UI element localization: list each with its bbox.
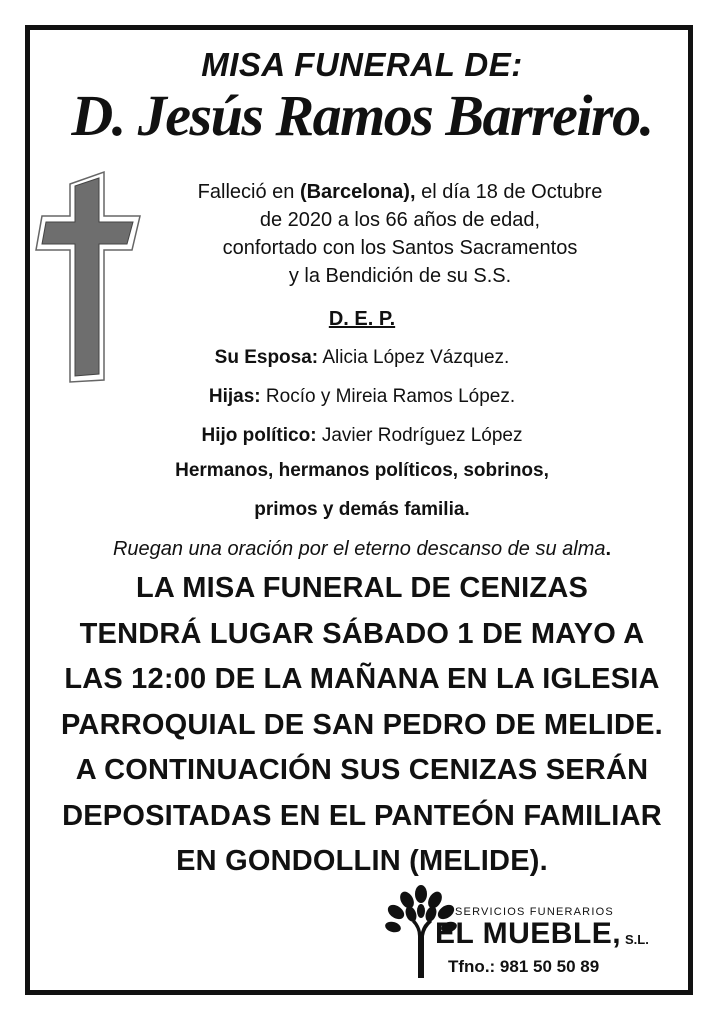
mass-announcement <box>30 566 694 885</box>
death-details <box>140 178 660 290</box>
prayer-line <box>30 538 694 561</box>
death-line-3: confortado con los Santos Sacramentos <box>222 237 578 259</box>
death-place: (Barcelona), <box>299 181 416 203</box>
logo-tagline: SERVICIOS FUNERARIOS <box>455 906 614 918</box>
dep-label: D. E. P. <box>328 308 396 330</box>
relatives-line-1: Hermanos, hermanos políticos, sobrinos, <box>175 460 549 481</box>
spouse-value: Alicia López Vázquez. <box>318 347 510 368</box>
death-line-1 <box>140 178 660 206</box>
death-line-1-pre: Falleció en <box>197 181 300 203</box>
deceased-name: D. Jesús Ramos Barreiro. <box>71 83 653 148</box>
son-in-law-value: Javier Rodríguez López <box>316 425 523 446</box>
death-line-4: y la Bendición de su S.S. <box>288 265 512 287</box>
prayer-text: Ruegan una oración por el eterno descanso de su alma <box>112 538 606 560</box>
announcement-line: LA MISA FUNERAL DE CENIZAS <box>135 572 589 604</box>
prayer-end: . <box>605 538 612 560</box>
announcement-line: TENDRÁ LUGAR SÁBADO 1 DE MAYO A <box>79 617 645 650</box>
announcement-line: LAS 12:00 DE LA MAÑANA EN LA IGLESIA <box>64 663 660 695</box>
death-line-1-post: el día 18 de Octubre <box>415 181 603 203</box>
notice-heading: MISA FUNERAL DE: <box>201 46 523 83</box>
son-in-law-label: Hijo político: <box>201 425 317 446</box>
children-label: Hijas: <box>208 386 261 407</box>
logo-brand: EL MUEBLE, <box>435 917 622 950</box>
death-line-2: de 2020 a los 66 años de edad, <box>259 209 541 231</box>
logo-phone: Tfno.: 981 50 50 89 <box>448 957 600 976</box>
relatives-line-2: primos y demás familia. <box>254 499 470 520</box>
announcement-line: A CONTINUACIÓN SUS CENIZAS SERÁN <box>75 754 649 786</box>
spouse-line <box>30 347 694 369</box>
announcement-line: EN GONDOLLIN (MELIDE). <box>176 845 548 877</box>
logo-suffix: S.L. <box>625 932 649 947</box>
children-line <box>30 386 694 408</box>
son-in-law-line <box>30 425 694 447</box>
announcement-line: DEPOSITADAS EN EL PANTEÓN FAMILIAR <box>62 799 662 832</box>
children-value: Rocío y Mireia Ramos López. <box>260 386 516 407</box>
announcement-line: PARROQUIAL DE SAN PEDRO DE MELIDE. <box>61 708 663 741</box>
funeral-home-logo <box>385 884 685 984</box>
spouse-label: Su Esposa: <box>214 347 319 368</box>
